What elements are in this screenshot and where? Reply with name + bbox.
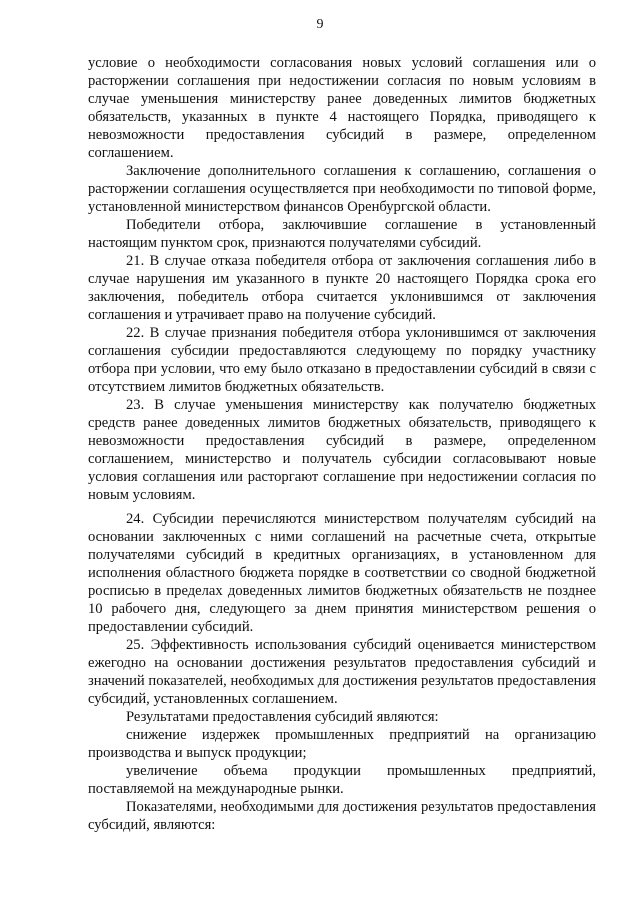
paragraph-22: 22. В случае признания победителя отбора уклонившимся от заключения соглашения субсидии предоставляются следующему по порядку участнику отбора при условии, что ему было отказано в предоставлении субсидий в связи с отсутствием лимитов бюджетных обязательств. xyxy=(88,325,596,395)
paragraph-indicators: Показателями, необходимыми для достижения результатов предоставления субсидий, являются: xyxy=(88,799,596,833)
paragraph-23: 23. В случае уменьшения министерству как получателю бюджетных средств ранее доведенных лимитов бюджетных обязательств, приводящего к невозможности предоставления субсидий в размере, определенном соглашением, министерство и получатель субсидии согласовывают новые условия соглашения или расторгают соглашение при недостижении согласия по новым условиям. xyxy=(88,397,596,503)
paragraph-25: 25. Эффективность использования субсидий оценивается министерством ежегодно на основании достижения результатов предоставления субсидий и значений показателей, необходимых для достижения результатов предоставления субсидий, установленных соглашением. xyxy=(88,637,596,707)
paragraph-24: 24. Субсидии перечисляются министерством получателям субсидий на основании заключенных с ними соглашений на расчетные счета, открытые получателями субсидий в кредитных организациях, в установленном для исполнения областного бюджета порядке в соответствии со сводной бюджетной росписью в пределах доведенных лимитов бюджетных обязательств не позднее 10 рабочего дня, следующего за днем принятия министерством решения о предоставлении субсидий. xyxy=(88,511,596,635)
paragraph-result-1: снижение издержек промышленных предприятий на организацию производства и выпуск продукции; xyxy=(88,727,596,761)
paragraph-additional-agreement: Заключение дополнительного соглашения к соглашению, соглашения о расторжении соглашения осуществляется при необходимости по типовой форме, установленной министерством финансов Оренбургской области. xyxy=(88,163,596,215)
page-number: 9 xyxy=(316,17,324,32)
paragraph-results-heading: Результатами предоставления субсидий являются: xyxy=(126,709,439,725)
paragraph-continuation: условие о необходимости согласования новых условий соглашения или о расторжении соглашения при недостижении согласия по новым условиям в случае уменьшения министерству ранее доведенных лимитов бюджетных обязательств, указанных в пункте 4 настоящего Порядка, приводящего к невозможности предоставления субсидий в размере, определенном соглашением. xyxy=(88,55,596,161)
paragraph-result-2: увеличение объема продукции промышленных предприятий, поставляемой на международные рынки. xyxy=(88,763,596,797)
paragraph-21: 21. В случае отказа победителя отбора от заключения соглашения либо в случае нарушения им указанного в пункте 20 настоящего Порядка срока его заключения, победитель отбора считается уклонившимся от заключения соглашения и утрачивает право на получение субсидий. xyxy=(88,253,596,323)
paragraph-winners: Победители отбора, заключившие соглашение в установленный настоящим пунктом срок, признаются получателями субсидий. xyxy=(88,217,596,251)
document-body xyxy=(88,54,596,834)
